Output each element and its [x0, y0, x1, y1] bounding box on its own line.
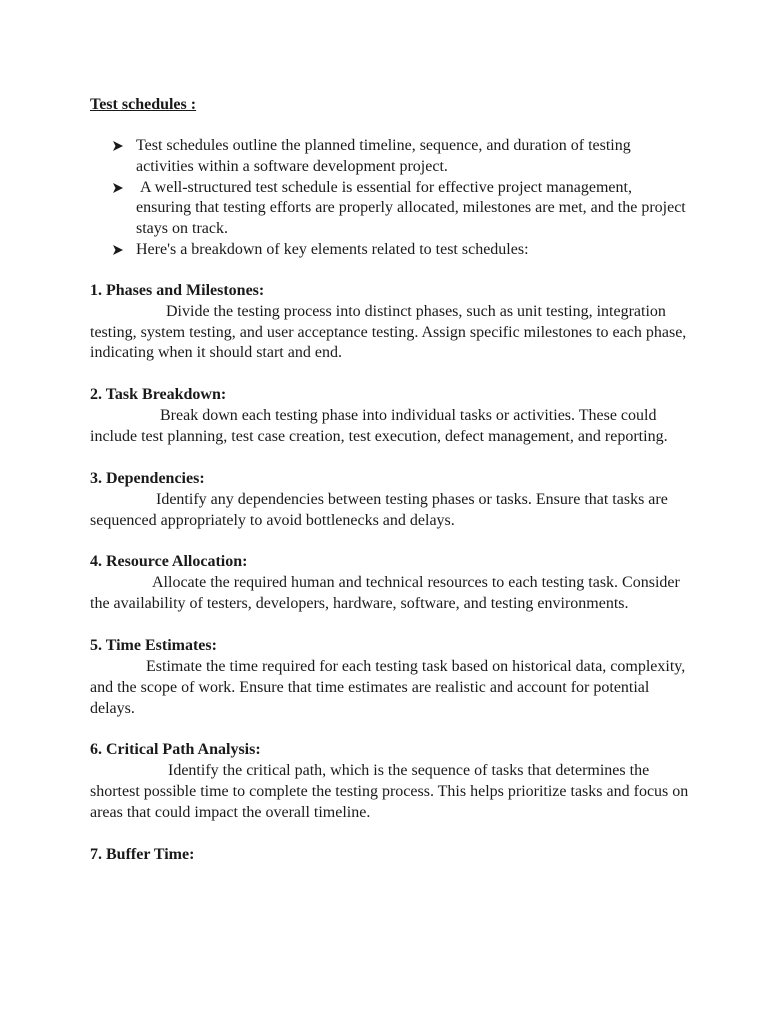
section-body: Estimate the time required for each testing task based on historical data, complexity, and the scope of work. Ensure that time estimates are realistic and account for potential delays.: [90, 657, 686, 717]
section-heading: 4. Resource Allocation:: [90, 553, 248, 571]
section-heading: 6. Critical Path Analysis:: [90, 741, 261, 759]
bullet-item: [90, 240, 690, 261]
section-time-estimates: [90, 636, 690, 719]
bullet-item: [90, 178, 690, 240]
section-heading: 3. Dependencies:: [90, 469, 205, 487]
arrowhead-bullet-icon: [112, 240, 128, 260]
section-buffer-time: [90, 845, 690, 866]
bullet-text: Here's a breakdown of key elements related to test schedules:: [136, 240, 529, 258]
document-page: [90, 95, 690, 887]
section-heading: 2. Task Breakdown:: [90, 386, 227, 404]
section-body: Identify the critical path, which is the sequence of tasks that determines the shortest possible time to complete the testing process. This helps prioritize tasks and focus on areas that could impact the overall timeline.: [90, 762, 689, 821]
section-heading: 1. Phases and Milestones:: [90, 281, 265, 299]
bullet-text: Test schedules outline the planned timeline, sequence, and duration of testing activities within a software development project.: [136, 137, 631, 175]
section-body: Divide the testing process into distinct phases, such as unit testing, integration testing, system testing, and user acceptance testing. Assign specific milestones to each phase, indicating when it should start and end.: [90, 302, 687, 362]
section-task-breakdown: [90, 385, 690, 448]
section-critical-path-analysis: [90, 740, 690, 823]
section-heading: 7. Buffer Time:: [90, 845, 195, 863]
section-body: Identify any dependencies between testing phases or tasks. Ensure that tasks are sequenced appropriately to avoid bottlenecks and delays.: [90, 490, 668, 529]
section-dependencies: [90, 469, 690, 532]
bullet-item: [90, 136, 690, 178]
intro-bullet-list: [90, 136, 690, 261]
section-resource-allocation: [90, 552, 690, 615]
section-phases-and-milestones: [90, 281, 690, 364]
section-heading: 5. Time Estimates:: [90, 636, 217, 654]
section-body: Break down each testing phase into individual tasks or activities. These could include test planning, test case creation, test execution, defect management, and reporting.: [90, 407, 668, 445]
arrowhead-bullet-icon: [112, 136, 128, 156]
arrowhead-bullet-icon: [112, 178, 128, 198]
document-title: Test schedules :: [90, 96, 197, 113]
section-body: Allocate the required human and technical resources to each testing task. Consider the availability of testers, developers, hardware, software, and testing environments.: [90, 574, 680, 613]
bullet-text: A well-structured test schedule is essential for effective project management, ensuring that testing efforts are properly allocated, milestones are met, and the project stays on track.: [136, 178, 690, 238]
